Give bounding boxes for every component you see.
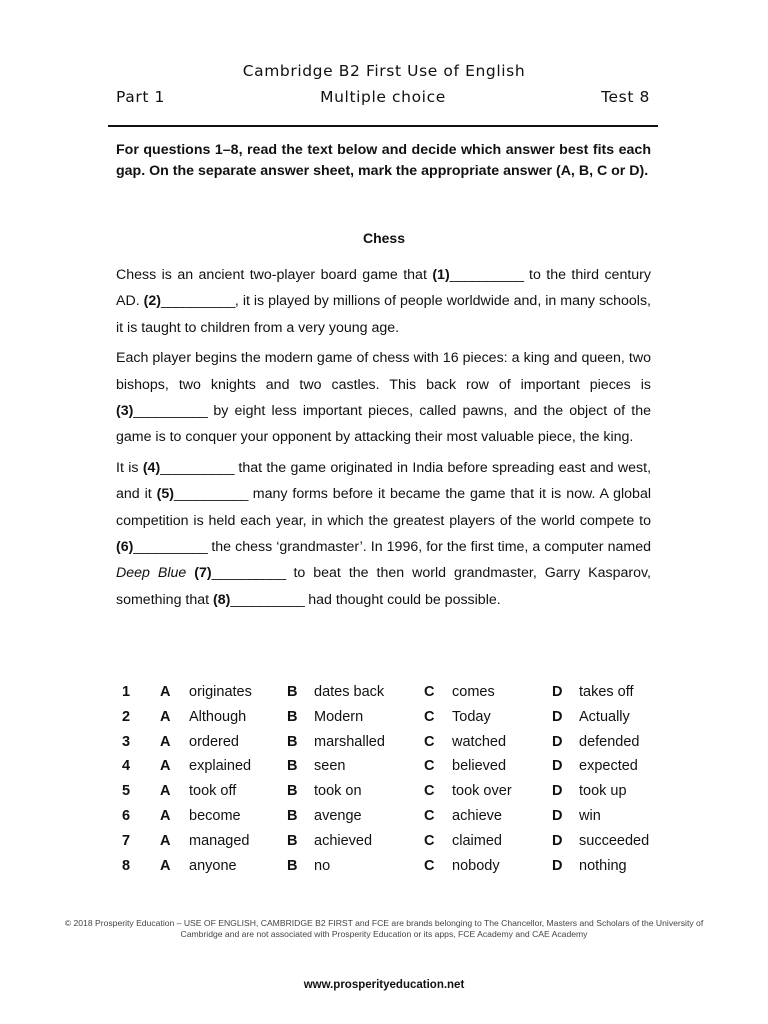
option-letter-c: C — [424, 733, 435, 750]
header-row — [116, 88, 650, 110]
option-c: took over — [452, 783, 512, 800]
option-row-6 — [116, 806, 676, 831]
text-run: had thought could be possible. — [304, 591, 501, 608]
gap-blank: __________ — [160, 459, 235, 476]
option-d: nothing — [579, 857, 627, 874]
option-b: achieved — [314, 832, 373, 849]
option-c: watched — [452, 733, 507, 750]
option-letter-b: B — [287, 807, 298, 824]
option-b: seen — [314, 758, 346, 775]
gap-number: (7) — [194, 565, 212, 582]
option-row-3 — [116, 732, 676, 757]
option-d: win — [579, 807, 601, 824]
gap-blank: __________ — [211, 565, 286, 582]
gap-blank: __________ — [133, 403, 208, 420]
question-number: 6 — [122, 807, 131, 824]
option-letter-b: B — [287, 733, 298, 750]
gap-blank: __________ — [230, 591, 305, 608]
text-run: It is — [116, 459, 143, 476]
option-b: Modern — [314, 708, 364, 725]
gap-number: (1) — [432, 267, 450, 283]
option-c: Today — [452, 708, 491, 725]
gap-blank: __________ — [173, 486, 248, 503]
option-letter-c: C — [424, 807, 435, 824]
gap-blank: __________ — [133, 539, 208, 556]
option-letter-d: D — [552, 857, 563, 874]
option-d: defended — [579, 733, 640, 750]
paragraph-1 — [116, 262, 651, 341]
text-run: by eight less important pieces, called pawns, and the object of the game is to conquer your opponent by attacking their most valuable piece, the king. — [116, 403, 651, 446]
option-letter-d: D — [552, 783, 563, 800]
gap-blank: __________ — [449, 267, 524, 283]
text-run: Chess is an ancient two-player board game that — [116, 267, 433, 283]
section-label: Multiple choice — [320, 88, 446, 106]
option-letter-a: A — [160, 708, 171, 725]
option-a: Although — [189, 708, 247, 725]
answer-options — [116, 682, 676, 880]
option-a: took off — [189, 783, 237, 800]
option-row-4 — [116, 756, 676, 781]
option-a: explained — [189, 758, 252, 775]
option-d: takes off — [579, 684, 634, 700]
option-a: originates — [189, 684, 252, 700]
option-c: nobody — [452, 857, 500, 874]
option-b: no — [314, 857, 331, 874]
option-letter-b: B — [287, 783, 298, 800]
instructions — [116, 140, 651, 182]
part-label: Part 1 — [116, 88, 165, 106]
gap-number: (4) — [142, 459, 161, 476]
option-letter-a: A — [160, 832, 171, 849]
text-run: the chess ‘grandmaster’. In 1996, for the first time, a computer named — [207, 539, 651, 556]
option-d: took up — [579, 783, 627, 800]
option-letter-a: A — [160, 857, 171, 874]
option-row-8 — [116, 856, 676, 881]
option-letter-b: B — [287, 857, 298, 874]
text-run: that the game originated in India before spreading east and west, and it — [116, 459, 652, 503]
option-letter-b: B — [287, 758, 298, 775]
option-c: claimed — [452, 832, 502, 849]
question-number: 3 — [122, 733, 131, 750]
option-letter-c: C — [424, 857, 435, 874]
question-number: 5 — [122, 783, 131, 800]
gap-number: (6) — [116, 539, 134, 556]
option-letter-a: A — [160, 733, 171, 750]
option-d: succeeded — [579, 832, 650, 849]
gap-number: (3) — [116, 403, 134, 420]
option-d: expected — [579, 758, 638, 775]
option-b: took on — [314, 783, 362, 800]
option-letter-c: C — [424, 684, 435, 700]
gap-number: (8) — [213, 591, 231, 608]
question-number: 2 — [122, 708, 131, 725]
gap-number: (5) — [156, 486, 174, 503]
option-letter-c: C — [424, 758, 435, 775]
option-letter-c: C — [424, 708, 435, 725]
text-run: to the third century AD. — [116, 267, 651, 310]
option-c: believed — [452, 758, 507, 775]
question-number: 8 — [122, 857, 131, 874]
text-run: , it is played by millions of people worldwide and, in many schools, it is taught to children from a very young age. — [116, 293, 651, 336]
option-letter-b: B — [287, 684, 298, 700]
header-divider — [108, 125, 658, 127]
option-letter-a: A — [160, 807, 171, 824]
option-c: comes — [452, 684, 495, 700]
option-row-7 — [116, 831, 676, 856]
option-b: dates back — [314, 684, 385, 700]
text-run: to beat the then world grandmaster, Garry Kasparov, something that — [116, 565, 651, 608]
option-letter-d: D — [552, 807, 563, 824]
question-number: 1 — [122, 684, 131, 700]
option-a: become — [189, 807, 241, 824]
option-letter-b: B — [287, 832, 298, 849]
gap-blank: __________ — [160, 293, 235, 310]
option-row-1 — [116, 682, 676, 707]
option-letter-d: D — [552, 758, 563, 775]
option-letter-a: A — [160, 758, 171, 775]
option-c: achieve — [452, 807, 502, 824]
paragraph-3 — [116, 455, 651, 613]
option-letter-d: D — [552, 708, 563, 725]
test-label: Test 8 — [601, 88, 650, 106]
option-row-2 — [116, 707, 676, 732]
option-row-5 — [116, 781, 676, 806]
instructions-text: For questions 1–8, read the text below and decide which answer best fits each gap. On the separate answer sheet, mark the appropriate answer (A, B, C or D). — [116, 142, 651, 179]
option-letter-b: B — [287, 708, 298, 725]
option-letter-a: A — [160, 783, 171, 800]
option-letter-a: A — [160, 684, 171, 700]
option-b: marshalled — [314, 733, 385, 750]
option-letter-d: D — [552, 733, 563, 750]
option-b: avenge — [314, 807, 362, 824]
text-title: Chess — [362, 230, 406, 246]
website-link[interactable]: www.prosperityeducation.net — [303, 979, 465, 991]
option-letter-c: C — [424, 783, 435, 800]
paragraph-2 — [116, 345, 651, 451]
text-run: many forms before it became the game that it is now. A global competition is held each year, in which the greatest players of the world compete to — [116, 486, 651, 529]
option-a: anyone — [189, 857, 237, 874]
text-run: Each player begins the modern game of chess with 16 pieces: a king and queen, two bishops, two knights and two castles. This back row of important pieces is — [116, 350, 651, 393]
italic-name: Deep Blue — [116, 565, 187, 582]
option-a: ordered — [189, 733, 239, 750]
option-letter-d: D — [552, 684, 563, 700]
question-number: 7 — [122, 832, 131, 849]
option-letter-c: C — [424, 832, 435, 849]
question-number: 4 — [122, 758, 131, 775]
option-a: managed — [189, 832, 250, 849]
gap-number: (2) — [143, 293, 161, 310]
document-title: Cambridge B2 First Use of English — [242, 62, 526, 80]
option-letter-d: D — [552, 832, 563, 849]
copyright-notice: © 2018 Prosperity Education – USE OF ENGLISH, CAMBRIDGE B2 FIRST and FCE are brands belonging to The Chancellor, Masters and Scholars of the University of Cambridge and are not associated with Prosperity Education or its apps, FCE Academy and CAE Academy — [64, 918, 704, 939]
reading-passage — [116, 262, 651, 617]
option-d: Actually — [579, 708, 630, 725]
